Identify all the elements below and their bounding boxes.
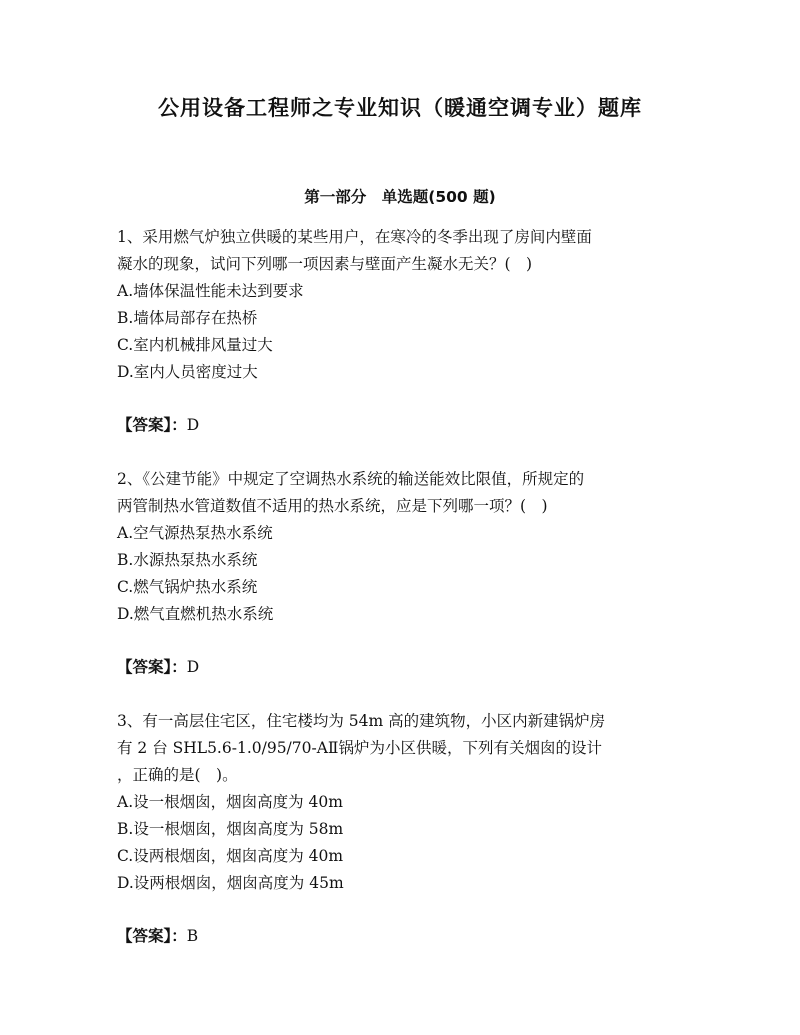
option-d: D.室内人员密度过大 (117, 363, 258, 381)
answer-label: 【答案】： (117, 927, 187, 945)
answer-value: B (186, 927, 199, 945)
question-list (117, 224, 687, 977)
answer-line (117, 654, 687, 708)
answer-line (117, 923, 687, 977)
question-stem-line: 1、采用燃气炉独立供暖的某些用户，在寒冷的冬季出现了房间内壁面 (117, 228, 592, 246)
question-stem-line: 凝水的现象，试问下列哪一项因素与壁面产生凝水无关？( ) (117, 255, 533, 273)
question-stem-line: 3、有一高层住宅区，住宅楼均为 54m 高的建筑物，小区内新建锅炉房 (117, 712, 606, 730)
answer-line (117, 412, 687, 466)
question-3 (117, 708, 687, 977)
answer-label: 【答案】： (117, 658, 187, 676)
answer-label: 【答案】： (117, 416, 187, 434)
question-1 (117, 224, 687, 466)
document-title: 公用设备工程师之专业知识（暖通空调专业）题库 (158, 96, 642, 120)
answer-value: D (186, 416, 200, 434)
option-b: B.设一根烟囱，烟囱高度为 58m (117, 820, 344, 838)
question-stem-line: 两管制热水管道数值不适用的热水系统，应是下列哪一项？( ) (117, 497, 548, 515)
option-c: C.室内机械排风量过大 (117, 336, 273, 354)
question-stem-line: 2、《公建节能》中规定了空调热水系统的输送能效比限值，所规定的 (117, 470, 585, 488)
option-a: A.空气源热泵热水系统 (117, 524, 273, 542)
option-a: A.设一根烟囱，烟囱高度为 40m (117, 793, 343, 811)
option-b: B.水源热泵热水系统 (117, 551, 258, 569)
question-stem-line: 有 2 台 SHL5.6-1.0/95/70-AⅡ锅炉为小区供暖，下列有关烟囱的设计 (117, 739, 602, 757)
question-2 (117, 466, 687, 708)
option-a: A.墙体保温性能未达到要求 (117, 282, 304, 300)
section-title: 第一部分 单选题(500 题) (304, 188, 496, 206)
option-c: C.设两根烟囱，烟囱高度为 40m (117, 847, 344, 865)
option-b: B.墙体局部存在热桥 (117, 309, 258, 327)
answer-value: D (186, 658, 200, 676)
question-stem-line: ，正确的是( )。 (117, 766, 238, 784)
option-d: D.设两根烟囱，烟囱高度为 45m (117, 874, 344, 892)
option-c: C.燃气锅炉热水系统 (117, 578, 258, 596)
option-d: D.燃气直燃机热水系统 (117, 605, 274, 623)
